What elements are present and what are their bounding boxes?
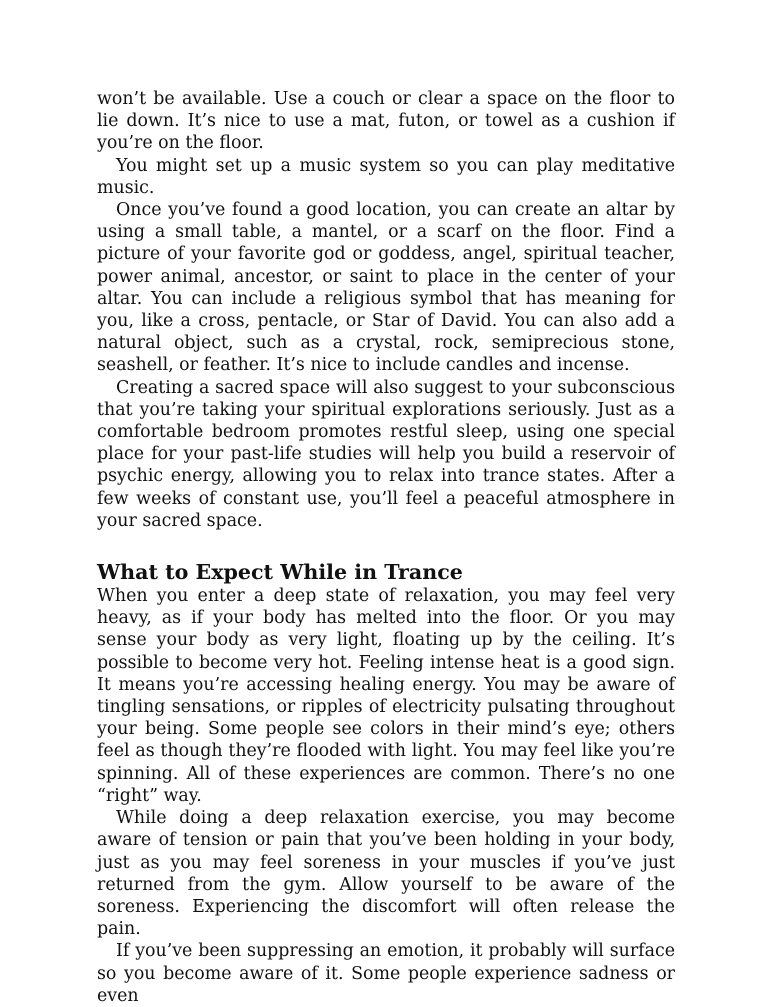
paragraph-emotion: If you’ve been suppressing an emotion, it probably will surface so you become aware of it. Some people experience sadness or even xyxy=(97,941,675,1006)
paragraph-continued: won’t be available. Use a couch or clear a space on the floor to lie down. It’s nice to use a mat, futon, or towel as a cushion if you’re on the floor. xyxy=(97,89,675,154)
paragraph-tension: While doing a deep relaxation exercise, you may become aware of tension or pain that you’ve been holding in your body, just as you may feel soreness in your muscles if you’ve just returned from the gym. Allow yourself to be aware of the soreness. Experiencing the discomfort will often release the pain. xyxy=(97,808,675,940)
book-page xyxy=(97,88,675,1007)
paragraph-music: You might set up a music system so you can play meditative music. xyxy=(97,155,675,198)
paragraph-trance-sensations: When you enter a deep state of relaxation, you may feel very heavy, as if your body has melted into the floor. Or you may sense your body as very light, floating up by the ceiling. It’s possible to become very hot. Feeling intense heat is a good sign. It means you’re accessing healing energy. You may be aware of tingling sensations, or ripples of electricity pulsating throughout your being. Some people see colors in their mind’s eye; others feel as though they’re flooded with light. You may feel like you’re spinning. All of these experiences are common. There’s no one “right” way. xyxy=(97,586,675,806)
paragraph-altar: Once you’ve found a good location, you can create an altar by using a small table, a mantel, or a scarf on the floor. Find a picture of your favorite god or goddess, angel, spiritual teacher, power animal, ancestor, or saint to place in the center of your altar. You can include a religious symbol that has meaning for you, like a cross, pentacle, or Star of David. You can also add a natural object, such as a crystal, rock, semiprecious stone, seashell, or feather. It’s nice to include candles and incense. xyxy=(97,200,675,376)
section-heading: What to Expect While in Trance xyxy=(97,560,463,585)
paragraph-sacred-space: Creating a sacred space will also suggest to your subconscious that you’re taking your spiritual explorations seriously. Just as a comfortable bedroom promotes restful sleep, using one special place for your past-life studies will help you build a reservoir of psychic energy, allowing you to relax into trance states. After a few weeks of constant use, you’ll feel a peaceful atmosphere in your sacred space. xyxy=(97,377,675,531)
